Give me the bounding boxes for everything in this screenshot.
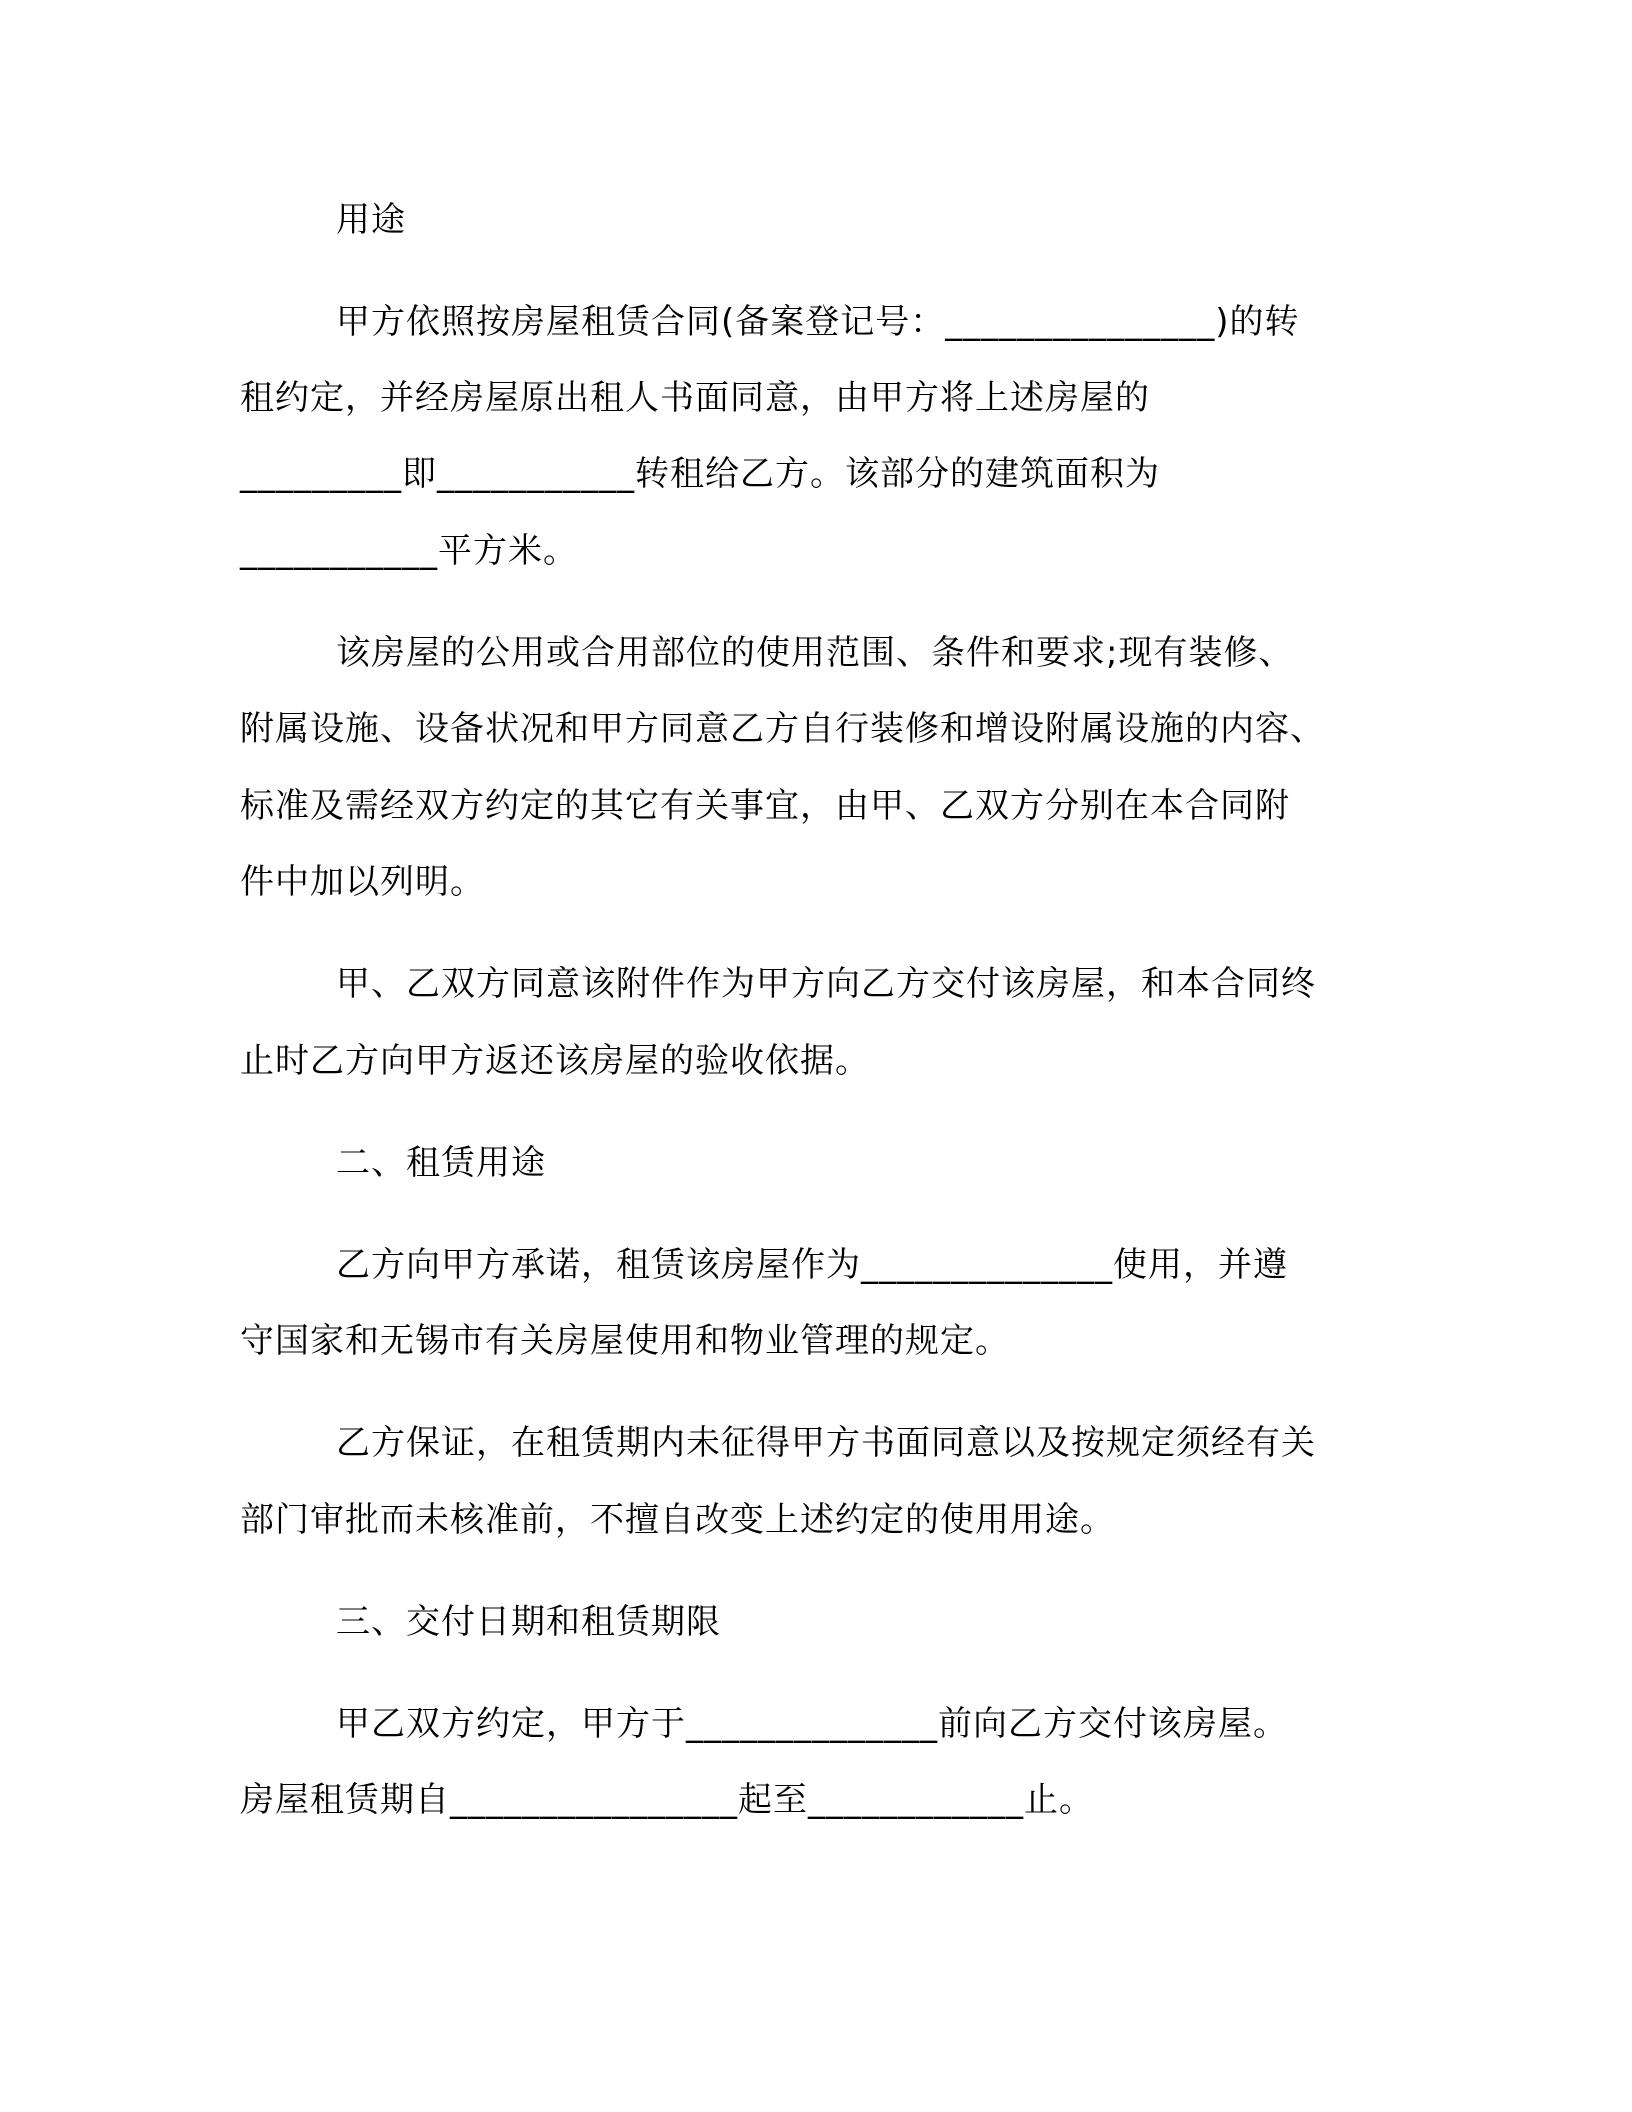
paragraph-line: 甲、乙双方同意该附件作为甲方向乙方交付该房屋，和本合同终 xyxy=(336,964,1316,1004)
paragraph-line: 附属设施、设备状况和甲方同意乙方自行装修和增设附属设施的内容、 xyxy=(240,709,1325,749)
paragraph-line: 房屋租赁期自________________起至____________止。 xyxy=(240,1780,1094,1820)
paragraph-line: 止时乙方向甲方返还该房屋的验收依据。 xyxy=(240,1041,870,1081)
paragraph-line: 甲乙双方约定，甲方于______________前向乙方交付该房屋。 xyxy=(336,1704,1288,1744)
paragraph-line: 甲方依照按房屋租赁合同(备案登记号：_______________)的转 xyxy=(336,302,1300,342)
paragraph-line: 部门审批而未核准前，不擅自改变上述约定的使用用途。 xyxy=(240,1500,1115,1540)
paragraph-line: 乙方向甲方承诺，租赁该房屋作为______________使用，并遵 xyxy=(336,1245,1288,1285)
paragraph-line: ___________平方米。 xyxy=(240,531,578,571)
paragraph-line: 标准及需经双方约定的其它有关事宜，由甲、乙双方分别在本合同附 xyxy=(240,786,1290,826)
paragraph-line: 守国家和无锡市有关房屋使用和物业管理的规定。 xyxy=(240,1321,1010,1361)
section-heading: 三、交付日期和租赁期限 xyxy=(336,1602,721,1642)
paragraph-line: 该房屋的公用或合用部位的使用范围、条件和要求;现有装修、 xyxy=(336,633,1294,673)
paragraph-heading-usage: 用途 xyxy=(336,200,406,240)
paragraph-line: 租约定，并经房屋原出租人书面同意，由甲方将上述房屋的 xyxy=(240,378,1150,418)
paragraph-line: 件中加以列明。 xyxy=(240,862,485,902)
section-heading: 二、租赁用途 xyxy=(336,1143,546,1183)
paragraph-line: _________即___________转租给乙方。该部分的建筑面积为 xyxy=(240,454,1160,494)
paragraph-line: 乙方保证，在租赁期内未征得甲方书面同意以及按规定须经有关 xyxy=(336,1423,1316,1463)
